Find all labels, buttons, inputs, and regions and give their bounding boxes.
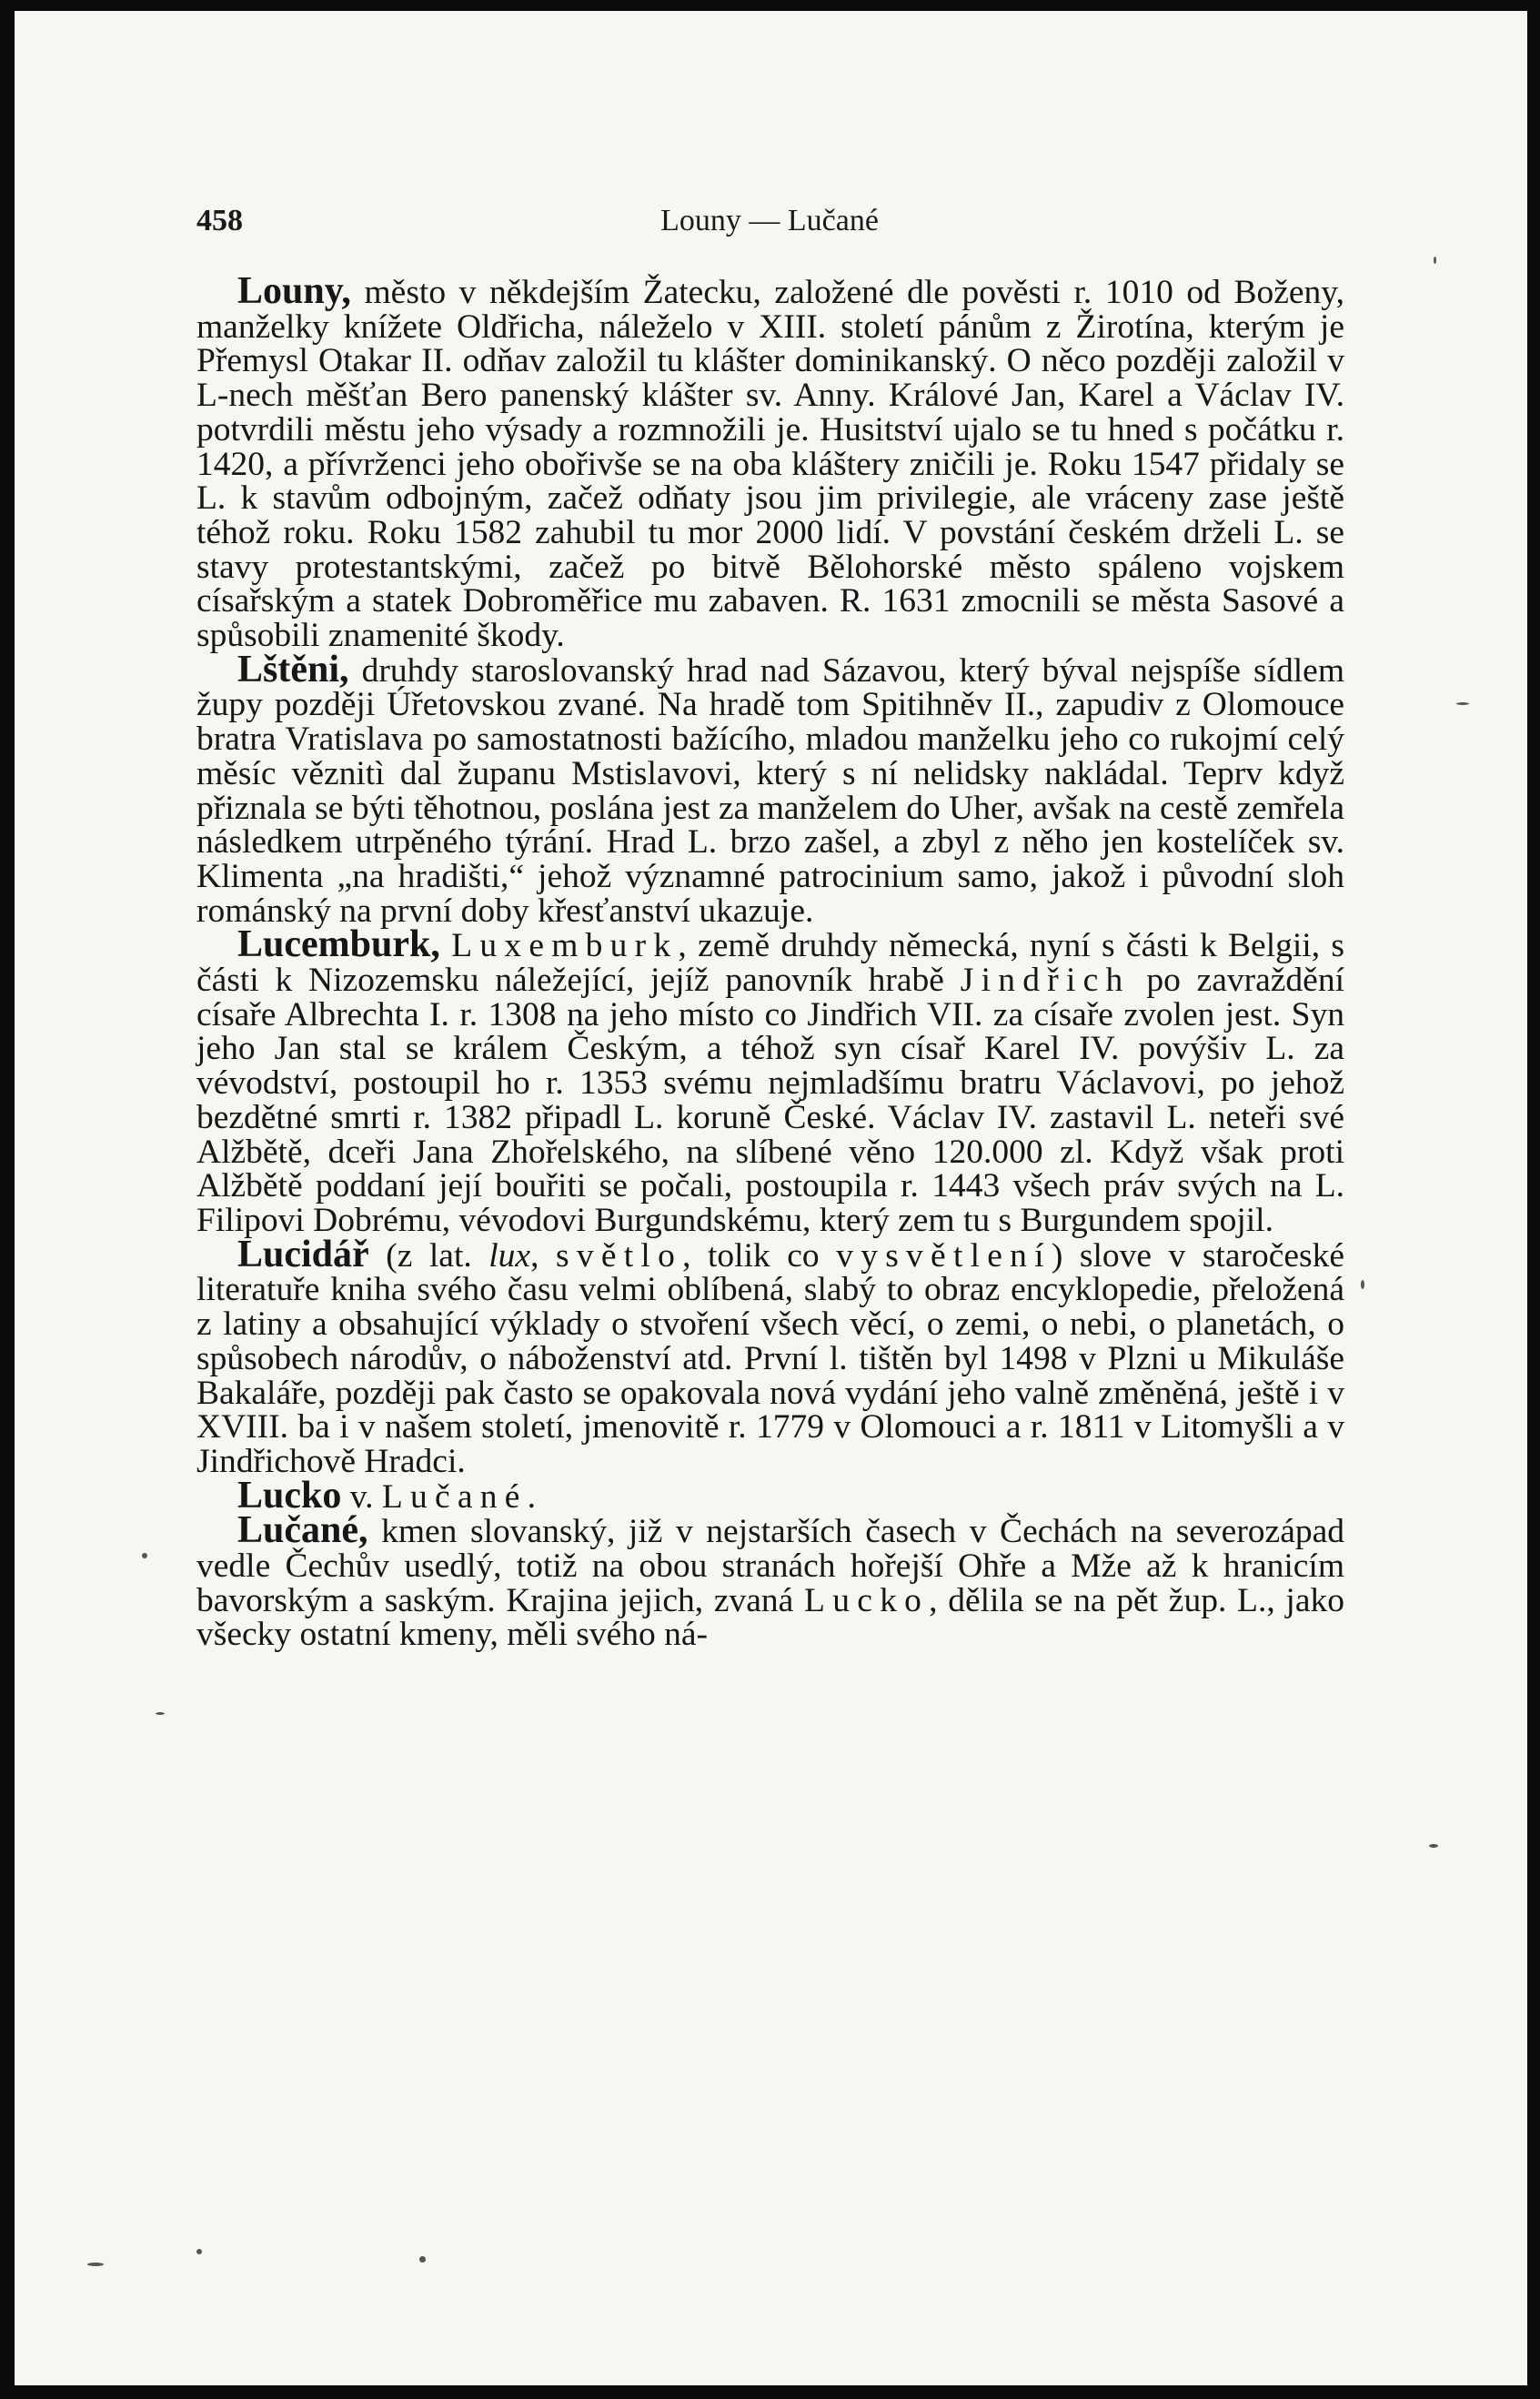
entry-body: , dělila se na pět žup. L., jako všecky ostatní kmeny, měli svého ná- bbox=[196, 1581, 1344, 1654]
book-page bbox=[15, 11, 1527, 2385]
ink-speck bbox=[1429, 1844, 1438, 1848]
ink-speck bbox=[87, 2263, 104, 2266]
entry-body: ) slove v staročeské literatuře kniha svého času velmi oblíbená, slabý to obraz encyklopedie, přeložená z latiny a obsahující výklady o stvoření všech věcí, o zemi, o nebi, o planetách, o spůsobech národův, o náboženství atd. První l. tištěn byl 1498 v Plzni u Mikuláše Bakaláře, později pak často se opakovala nová vydání jeho valně změněná, ještě i v XVIII. ba i v našem století, jmenovitě r. 1779 v Olomouci a r. 1811 v Litomyšli a v Jindřichově Hradci. bbox=[196, 1236, 1344, 1480]
running-head: Louny — Lučané bbox=[660, 204, 879, 237]
ink-speck bbox=[156, 1712, 165, 1715]
entry-lucidar bbox=[196, 1233, 1344, 1480]
entry-body: po zavraždění císaře Albrechta I. r. 1308 na jeho místo co Jindřich VII. za císaře zvolen jest. Syn jeho Jan stal se králem Českým, a téhož syn císař Karel IV. povýšiv L. za vévodství, postoupil ho r. 1353 svému nejmladšímu bratru Václavovi, po jehož bezdětné smrti r. 1382 připadl L. koruně České. Václav IV. zastavil L. neteři své Alžbětě, dceři Jana Zhořelského, na slíbené věno 120.000 zl. Když však proti Alžbětě poddaní její bouřiti se počali, postoupila r. 1443 všech práv svých na L. Filipovi Dobrému, vévodovi Burgundskému, který zem tu s Burgundem spojil. bbox=[196, 962, 1344, 1239]
spaced-term: Jindřich bbox=[960, 962, 1131, 1000]
entry-body: , bbox=[530, 1236, 556, 1275]
entry-lucane bbox=[196, 1509, 1344, 1654]
page-number: 458 bbox=[196, 204, 243, 237]
entry-body: v. bbox=[341, 1477, 382, 1516]
ink-speck bbox=[1456, 702, 1469, 705]
ink-speck bbox=[196, 2249, 202, 2254]
cross-reference[interactable]: Lučané bbox=[381, 1477, 528, 1516]
ink-speck bbox=[1361, 1280, 1364, 1289]
entry-louny bbox=[196, 270, 1344, 655]
dictionary-text bbox=[196, 270, 1345, 1654]
ink-speck bbox=[1434, 257, 1436, 264]
headword: Lucidář bbox=[237, 1233, 369, 1275]
spaced-term: vysvětlení bbox=[836, 1236, 1052, 1275]
headword: Lucko bbox=[237, 1474, 342, 1517]
entry-body: , tolik co bbox=[682, 1236, 837, 1275]
entry-body: město v někdejším Žatecku, založené dle pověsti r. 1010 od Boženy, manželky knížete Oldřicha, náleželo v XIII. století pánům z Žirotína, kterým je Přemysl Otakar II. odňav založil tu klášter dominikanský. O něco později založil v L-nech měšťan Bero panenský klášter sv. Anny. Králové Jan, Karel a Václav IV. potvrdili městu jeho výsady a rozmnožili je. Husitství ujalo se tu hned s počátku r. 1420, a přívrženci jeho obořivše se na oba kláštery zničili je. Roku 1547 přidaly se L. k stavům odbojným, začež odňaty jsou jim privilegie, ale vráceny zase ještě téhož roku. Roku 1582 zahubil tu mor 2000 lidí. V povstání českém drželi L. se stavy protestantskými, začež po bitvě Bělohorské město spáleno vojskem císařským a statek Dobroměřice mu zabaven. R. 1631 zmocnili se města Sasové a spůsobili znamenité škody. bbox=[196, 274, 1344, 655]
entry-lucemburk bbox=[196, 923, 1345, 1239]
headword: Louny, bbox=[237, 270, 351, 312]
spaced-term: Luxemburk bbox=[451, 927, 679, 965]
headword: Lštěni, bbox=[237, 648, 349, 690]
entry-lucko bbox=[196, 1474, 1344, 1517]
entry-body: druhdy staroslovanský hrad nad Sázavou, který býval nejspíše sídlem župy později Úřetovskou zvané. Na hradě tom Spitihněv II., zapudiv z Olomouce bratra Vratislava po samostatnosti bažícího, mladou manželku jeho co rukojmí celý měsíc věznitì dal županu Mstislavovi, který s ní nelidsky nakládal. Teprv když přiznala se býti těhotnou, poslána jest za manželem do Uher, avšak na cestě zemřela následkem utrpěného týrání. Hrad L. brzo zašel, a zbyl z něho jen kostelíček sv. Klimenta „na hradišti,“ jehož významné patrocinium samo, jakož i původní sloh románský na první doby křesťanství ukazuje. bbox=[196, 651, 1344, 930]
latin-term: lux bbox=[488, 1236, 531, 1275]
ink-speck bbox=[142, 1553, 147, 1558]
entry-body: , země druhdy německá, nyní s části k Belgii, s části k Nizozemsku náležející, jejíž panovník hrabě bbox=[196, 927, 1345, 1000]
entry-body: (z lat. bbox=[368, 1236, 489, 1275]
entry-lsteni bbox=[196, 648, 1344, 930]
headword: Lucemburk, bbox=[237, 923, 440, 966]
headword: Lučané, bbox=[237, 1509, 368, 1552]
entry-body: kmen slovanský, již v nejstarších časech v Čechách na severozápad vedle Čechův usedlý, totiž na obou stranách hořejší Ohře a Mže až k hranicím bavorským a saským. Krajina jejich, zvaná bbox=[196, 1513, 1344, 1619]
entry-body: . bbox=[527, 1477, 537, 1516]
spaced-term: Lucko bbox=[804, 1581, 930, 1619]
ink-speck bbox=[419, 2256, 426, 2263]
page-header bbox=[196, 204, 1343, 249]
spaced-term: světlo bbox=[556, 1236, 683, 1275]
